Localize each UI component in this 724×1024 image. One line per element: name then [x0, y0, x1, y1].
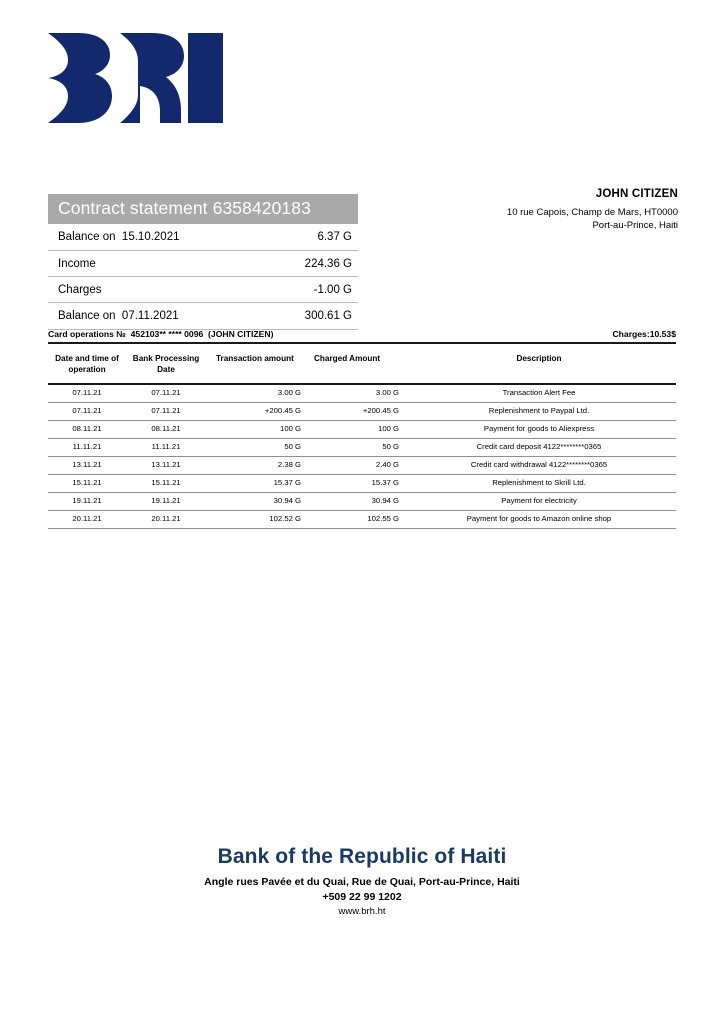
cell-charged-amount: 100 G	[304, 420, 402, 438]
cell-charged-amount: 50 G	[304, 438, 402, 456]
footer-website: www.brh.ht	[338, 905, 386, 917]
cell-transaction-amount: 15.37 G	[206, 474, 304, 492]
cell-charged-amount: 15.37 G	[304, 474, 402, 492]
balance-row-label: Charges	[58, 284, 102, 296]
balance-row	[48, 224, 358, 250]
cell-bank-date: 20.11.21	[126, 510, 206, 528]
cell-bank-date: 08.11.21	[126, 420, 206, 438]
cell-transaction-amount: 50 G	[206, 438, 304, 456]
table-row	[48, 492, 676, 510]
cell-transaction-amount: 102.52 G	[206, 510, 304, 528]
cell-date: 07.11.21	[48, 384, 126, 403]
card-operations-heading: Card operations № 452103** **** 0096 (JOHN CITIZEN)	[48, 329, 274, 339]
cell-date: 19.11.21	[48, 492, 126, 510]
card-operations-header	[48, 329, 676, 344]
cell-bank-date: 11.11.21	[126, 438, 206, 456]
table-row	[48, 510, 676, 528]
statement-title: Contract statement 6358420183	[48, 194, 358, 224]
column-header-bank-date: Bank Processing Date	[126, 352, 206, 384]
customer-address: 10 rue Capois, Champ de Mars, HT0000 Port-au-Prince, Haiti	[506, 206, 678, 232]
cell-charged-amount: 3.00 G	[304, 384, 402, 403]
balance-row	[48, 251, 358, 277]
footer-phone: +509 22 99 1202	[322, 890, 402, 903]
cell-charged-amount: 102.55 G	[304, 510, 402, 528]
customer-address-block	[498, 186, 678, 233]
transactions-table	[48, 352, 676, 529]
cell-bank-date: 07.11.21	[126, 402, 206, 420]
table-row	[48, 384, 676, 403]
cell-description: Replenishment to Paypal Ltd.	[402, 402, 676, 420]
balance-row-value: 224.36 G	[304, 257, 352, 270]
balance-row-value: -1.00 G	[313, 284, 352, 296]
cell-date: 15.11.21	[48, 474, 126, 492]
cell-transaction-amount: 3.00 G	[206, 384, 304, 403]
cell-date: 11.11.21	[48, 438, 126, 456]
column-header-description: Description	[402, 352, 676, 384]
balance-row-label: Balance on 07.11.2021	[58, 310, 179, 323]
balance-row-value: 6.37 G	[317, 231, 352, 244]
footer-bank-name: Bank of the Republic of Haiti	[217, 845, 507, 868]
cell-description: Replenishment to Skrill Ltd.	[402, 474, 676, 492]
column-header-charged-amount: Charged Amount	[304, 352, 402, 384]
cell-bank-date: 15.11.21	[126, 474, 206, 492]
balance-row-label: Income	[58, 257, 96, 270]
cell-description: Credit card withdrawal 4122********0365	[402, 456, 676, 474]
contract-statement-summary	[48, 194, 358, 330]
cell-description: Credit card deposit 4122********0365	[402, 438, 676, 456]
cell-description: Transaction Alert Fee	[402, 384, 676, 403]
cell-date: 07.11.21	[48, 402, 126, 420]
cell-bank-date: 19.11.21	[126, 492, 206, 510]
table-row	[48, 438, 676, 456]
balance-row-value: 300.61 G	[304, 310, 352, 323]
cell-bank-date: 07.11.21	[126, 384, 206, 403]
page-footer	[0, 845, 724, 919]
cell-charged-amount: 30.94 G	[304, 492, 402, 510]
cell-transaction-amount: 2.38 G	[206, 456, 304, 474]
cell-transaction-amount: 30.94 G	[206, 492, 304, 510]
card-operations-charges: Charges:10.53$	[612, 329, 676, 339]
table-header-row	[48, 352, 676, 384]
cell-transaction-amount: 100 G	[206, 420, 304, 438]
column-header-date: Date and time of operation	[48, 352, 126, 384]
transactions-table-body	[48, 384, 676, 529]
table-row	[48, 474, 676, 492]
cell-description: Payment for electricity	[402, 492, 676, 510]
cell-description: Payment for goods to Amazon online shop	[402, 510, 676, 528]
brh-logo	[48, 33, 223, 123]
footer-address: Angle rues Pavée et du Quai, Rue de Quai, Port-au-Prince, Haiti	[204, 876, 520, 888]
cell-date: 13.11.21	[48, 456, 126, 474]
balance-row-label: Balance on 15.10.2021	[58, 231, 180, 244]
cell-date: 08.11.21	[48, 420, 126, 438]
balance-row	[48, 303, 358, 329]
cell-bank-date: 13.11.21	[126, 456, 206, 474]
cell-date: 20.11.21	[48, 510, 126, 528]
table-row	[48, 420, 676, 438]
cell-charged-amount: +200.45 G	[304, 402, 402, 420]
balance-row	[48, 277, 358, 303]
customer-name: JOHN CITIZEN	[595, 188, 678, 200]
cell-description: Payment for goods to Aliexpress	[402, 420, 676, 438]
column-header-transaction-amount: Transaction amount	[206, 352, 304, 384]
table-row	[48, 402, 676, 420]
cell-charged-amount: 2.40 G	[304, 456, 402, 474]
table-row	[48, 456, 676, 474]
cell-transaction-amount: +200.45 G	[206, 402, 304, 420]
brh-logo-icon	[48, 33, 223, 123]
